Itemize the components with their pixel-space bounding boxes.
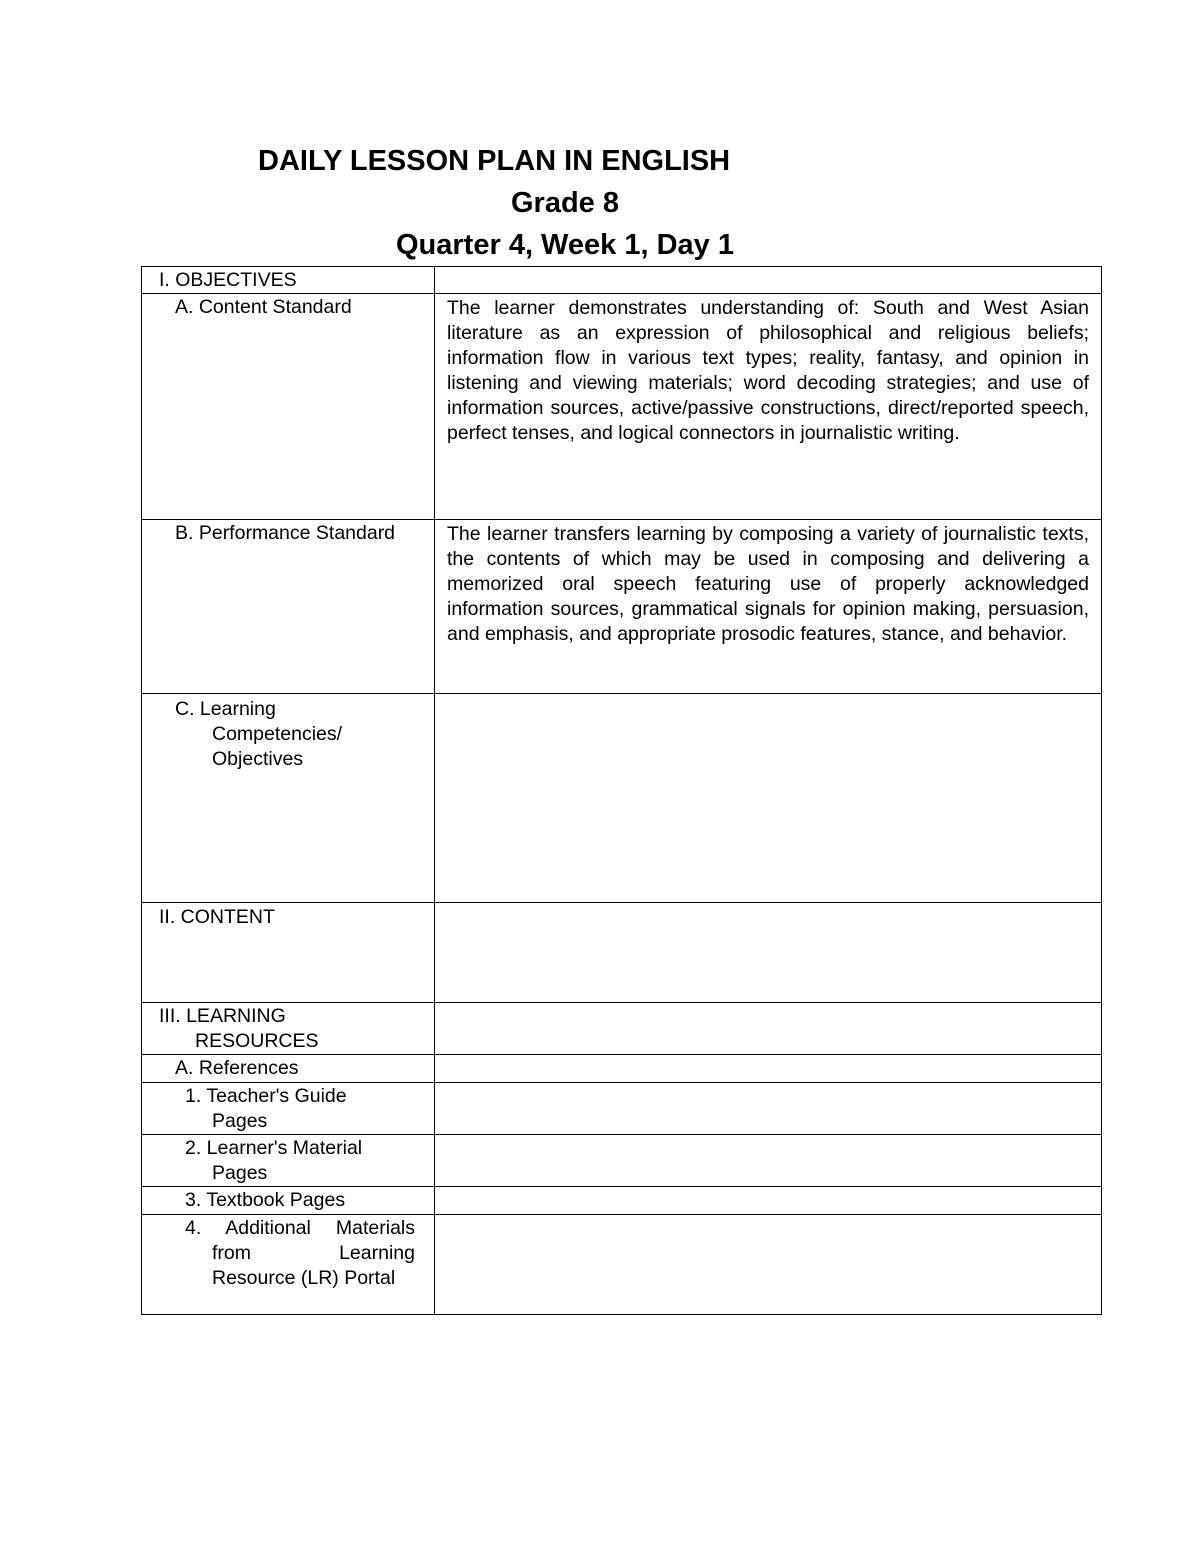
cell-label	[142, 694, 435, 903]
table-row-content-standard	[142, 294, 1102, 520]
cell-value	[435, 1187, 1102, 1215]
cell-label	[142, 1135, 435, 1187]
cell-value	[435, 294, 1102, 520]
table-row-teachers-guide	[142, 1083, 1102, 1135]
table-row-resources	[142, 1003, 1102, 1055]
teachers-guide-label-1: 1. Teacher's Guide	[185, 1085, 347, 1107]
cell-label	[142, 1215, 435, 1315]
cell-value	[435, 903, 1102, 1003]
learners-material-label-2: Pages	[212, 1162, 268, 1184]
cell-label	[142, 1003, 435, 1055]
content-label: II. CONTENT	[159, 906, 275, 928]
resources-label-2: RESOURCES	[195, 1030, 319, 1052]
cell-label	[142, 1083, 435, 1135]
cell-value	[435, 1003, 1102, 1055]
competencies-label-2: Competencies/	[212, 723, 343, 745]
cell-value	[435, 520, 1102, 694]
textbook-label: 3. Textbook Pages	[185, 1189, 346, 1211]
title-heading: DAILY LESSON PLAN IN ENGLISH	[258, 145, 731, 177]
cell-label	[142, 903, 435, 1003]
title-grade: Grade 8	[511, 187, 619, 219]
cell-value	[435, 1083, 1102, 1135]
references-label: A. References	[175, 1057, 299, 1079]
table-row-additional-materials	[142, 1215, 1102, 1315]
table-row-content	[142, 903, 1102, 1003]
cell-value	[435, 1055, 1102, 1083]
competencies-label-1: C. Learning	[175, 698, 276, 720]
lesson-plan-table	[141, 266, 1102, 1315]
cell-label	[142, 1187, 435, 1215]
cell-label	[142, 294, 435, 520]
learners-material-label-1: 2. Learner's Material	[185, 1137, 363, 1159]
cell-value	[435, 267, 1102, 294]
performance-standard-label: B. Performance Standard	[175, 522, 396, 544]
cell-value	[435, 1215, 1102, 1315]
table-row-references	[142, 1055, 1102, 1083]
table-row-performance-standard	[142, 520, 1102, 694]
table-row-textbook	[142, 1187, 1102, 1215]
content-standard-label: A. Content Standard	[175, 296, 352, 318]
table-row-objectives	[142, 267, 1102, 294]
teachers-guide-label-2: Pages	[212, 1110, 268, 1132]
objectives-label: I. OBJECTIVES	[159, 269, 297, 291]
cell-value	[435, 694, 1102, 903]
title-quarter: Quarter 4, Week 1, Day 1	[396, 229, 734, 261]
content-standard-text: The learner demonstrates understanding of: South and West Asian literature as an expression of philosophical and religious beliefs; information flow in various text types; reality, fantasy, and opinion in listening and viewing materials; word decoding strategies; and use of information sources, active/passive constructions, direct/reported speech, perfect tenses, and logical connectors in journalistic writing.	[447, 297, 1089, 444]
cell-label	[142, 1055, 435, 1083]
performance-standard-text: The learner transfers learning by composing a variety of journalistic texts, the contents of which may be used in composing and delivering a memorized oral speech featuring use of properly acknowledged information sources, grammatical signals for opinion making, persuasion, and emphasis, and appropriate prosodic features, stance, and behavior.	[447, 523, 1089, 645]
table-row-competencies	[142, 694, 1102, 903]
resources-label-1: III. LEARNING	[159, 1005, 286, 1027]
competencies-label-3: Objectives	[212, 748, 304, 770]
additional-materials-label: 4. Additional Materials from Learning Resource (LR) Portal	[185, 1217, 415, 1289]
cell-value	[435, 1135, 1102, 1187]
cell-label	[142, 267, 435, 294]
table-row-learners-material	[142, 1135, 1102, 1187]
cell-label	[142, 520, 435, 694]
